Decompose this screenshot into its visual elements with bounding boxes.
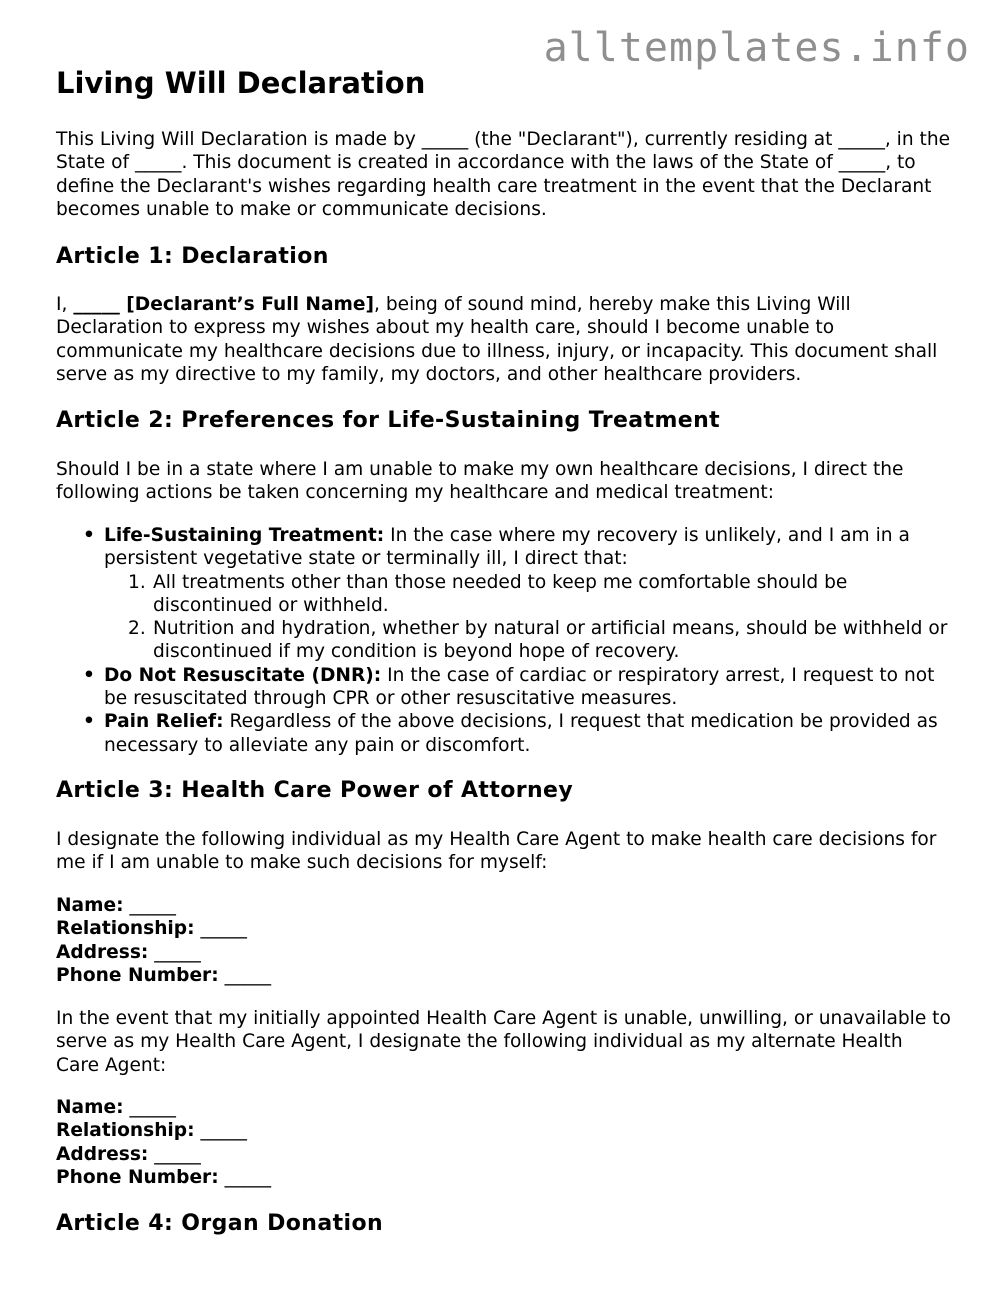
- list-item-life-sustaining: [56, 524, 951, 664]
- pain-relief-text: Regardless of the above decisions, I request that medication be provided as necessary to alleviate any pain or discomfort.: [104, 711, 938, 756]
- field-value: _____: [123, 1097, 176, 1118]
- sublist-text: All treatments other than those needed to keep me comfortable should be discontinued or withheld.: [153, 571, 848, 616]
- article-1-heading: Article 1: Declaration: [56, 244, 329, 269]
- article-1-prefix: I,: [56, 294, 74, 315]
- life-sustaining-sublist: [104, 571, 951, 664]
- field-value: _____: [194, 918, 247, 940]
- sublist-item: [104, 571, 951, 618]
- field-label: Address:: [56, 941, 149, 963]
- alternate-phone-field: [56, 1166, 951, 1189]
- field-label: Relationship:: [56, 918, 195, 940]
- field-label: Phone Number:: [56, 964, 219, 986]
- sublist-number: 2.: [128, 618, 146, 640]
- article-3-intro: I designate the following individual as my Health Care Agent to make health care decisions for me if I am unable to make such decisions for myself:: [56, 829, 937, 874]
- sublist-text: Nutrition and hydration, whether by natural or artificial means, should be withheld or discontinued if my condition is beyond hope of recovery.: [153, 618, 948, 663]
- life-sustaining-text: In the case where my recovery is unlikely, and I am in a persistent vegetative state or terminally ill, I direct that:: [104, 525, 910, 570]
- alternate-relationship-field: [56, 1119, 951, 1142]
- declarant-name-placeholder: _____ [Declarant’s Full Name]: [73, 294, 375, 315]
- agent-relationship-field: [56, 917, 951, 940]
- field-label: Address:: [56, 1143, 149, 1165]
- health-care-agent-fields: [56, 894, 951, 987]
- article-1-paragraph: [56, 293, 951, 386]
- alternate-name-field: [56, 1096, 951, 1119]
- field-value: _____: [194, 1120, 247, 1142]
- sublist-item: [104, 617, 951, 664]
- agent-name-field: [56, 894, 951, 917]
- dnr-text: In the case of cardiac or respiratory arrest, I request to not be resuscitated through CPR or other resuscitative measures.: [104, 664, 935, 710]
- article-2-intro: Should I be in a state where I am unable to make my own healthcare decisions, I direct the following actions be taken concerning my healthcare and medical treatment:: [56, 459, 904, 504]
- field-value: _____: [218, 1166, 272, 1188]
- field-label: Name:: [56, 1097, 124, 1118]
- watermark-text: alltemplates.info: [543, 25, 970, 71]
- alternate-address-field: [56, 1143, 951, 1166]
- dnr-label: Do Not Resuscitate (DNR):: [104, 664, 382, 686]
- field-label: Phone Number:: [56, 1166, 219, 1188]
- field-value: _____: [148, 941, 201, 963]
- field-label: Relationship:: [56, 1120, 195, 1142]
- article-4-heading: Article 4: Organ Donation: [56, 1211, 384, 1236]
- article-1-text: , being of sound mind, hereby make this Living Will Declaration to express my wishes about my health care, should I become unable to communicate my healthcare decisions due to illness, injury, or incapacity. This document shall serve as my directive to my family, my doctors, and other healthcare providers.: [56, 294, 938, 385]
- pain-relief-label: Pain Relief:: [104, 711, 224, 733]
- treatment-preferences-list: [56, 524, 951, 757]
- field-value: _____: [123, 895, 176, 916]
- list-item-dnr: [56, 664, 951, 711]
- agent-phone-field: [56, 964, 951, 987]
- field-label: Name:: [56, 895, 124, 916]
- alternate-agent-intro: In the event that my initially appointed Health Care Agent is unable, unwilling, or unavailable to serve as my Health Care Agent, I designate the following individual as my alternate Health Care Agent:: [56, 1008, 951, 1076]
- agent-address-field: [56, 941, 951, 964]
- field-value: _____: [218, 964, 272, 986]
- alternate-agent-fields: [56, 1096, 951, 1189]
- article-3-heading: Article 3: Health Care Power of Attorney: [56, 778, 574, 803]
- field-value: _____: [148, 1143, 201, 1165]
- sublist-number: 1.: [128, 571, 146, 593]
- list-item-pain-relief: [56, 710, 951, 757]
- document-title: Living Will Declaration: [56, 66, 426, 100]
- intro-paragraph: This Living Will Declaration is made by _____ (the "Declarant"), currently residing at _____, in the State of _____. This document is created in accordance with the laws of the State of _____, to define the Declarant's wishes regarding health care treatment in the event that the Declarant becomes unable to make or communicate decisions.: [56, 129, 951, 220]
- article-2-heading: Article 2: Preferences for Life-Sustaining Treatment: [56, 408, 721, 433]
- life-sustaining-label: Life-Sustaining Treatment:: [104, 525, 385, 546]
